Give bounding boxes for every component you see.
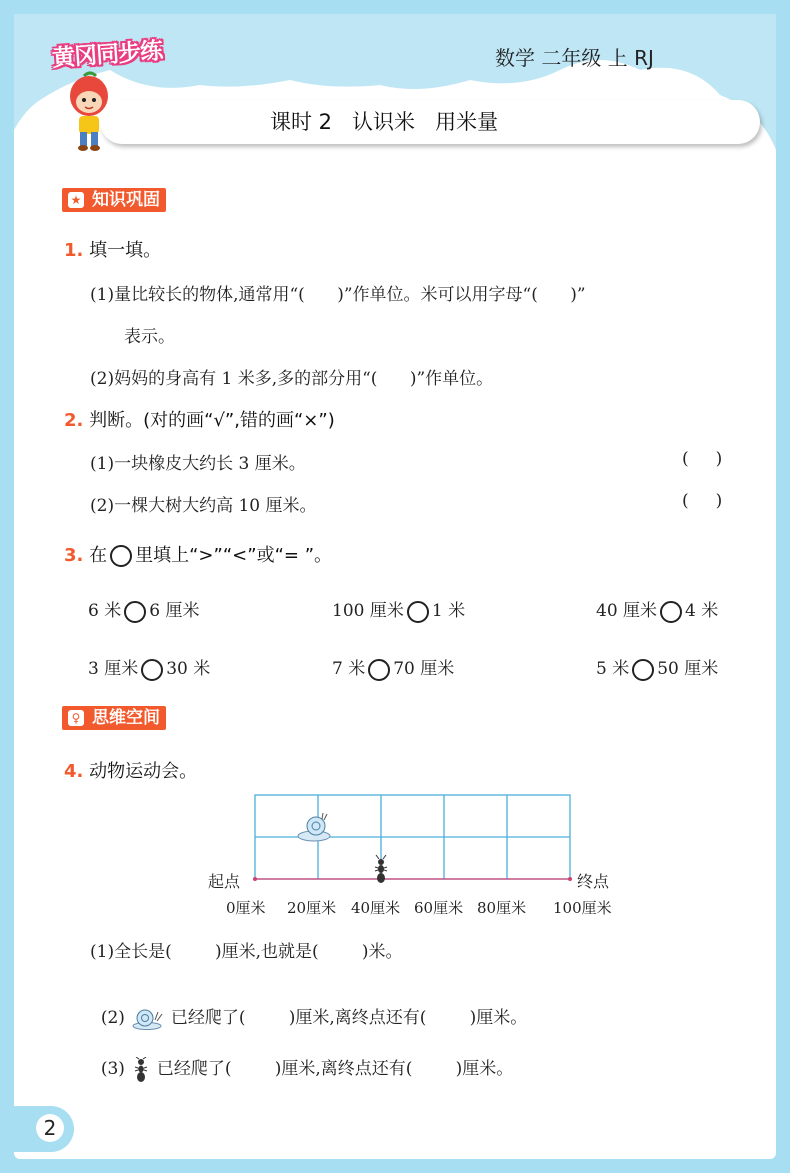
cmp-right: 6 厘米: [149, 601, 200, 621]
answer-circle[interactable]: [660, 601, 682, 623]
comparison-item: [332, 654, 454, 681]
comparison-item: [596, 654, 718, 681]
question-4-title: [64, 757, 197, 783]
q2-item-1: (1)一块橡皮大约长 3 厘米。: [90, 454, 306, 474]
snail-icon: [131, 1008, 165, 1030]
comparison-item: [332, 596, 465, 623]
question-number: 2.: [64, 410, 84, 431]
q2-item-2: (2)一棵大树大约高 10 厘米。: [90, 496, 317, 516]
answer-circle[interactable]: [124, 601, 146, 623]
question-text: 已经爬了( )厘米,离终点还有( )厘米。: [170, 1008, 528, 1028]
question-text: 里填上“>”“<”或“= ”。: [135, 545, 333, 566]
cmp-left: 40 厘米: [596, 601, 658, 621]
question-text: 动物运动会。: [89, 761, 198, 782]
series-logo: 黄冈同步练: [51, 38, 163, 72]
q4-line3: [90, 1034, 513, 1083]
comparison-item: [596, 596, 718, 623]
tick-label: 60厘米: [414, 899, 464, 917]
question-number: 1.: [64, 240, 84, 261]
snail-icon: [298, 813, 330, 841]
q1-line1: (1)量比较长的物体,通常用“( )”作单位。米可以用字母“( )”: [90, 285, 586, 305]
comparison-item: [88, 654, 210, 681]
cmp-right: 30 米: [166, 659, 211, 679]
q1-line1-cont: 表示。: [124, 327, 175, 347]
item-number: (2): [100, 1008, 125, 1028]
cmp-right: 1 米: [431, 601, 466, 621]
tick-label: 0厘米: [226, 899, 266, 917]
tick-label: 40厘米: [351, 899, 401, 917]
question-text: 填一填。: [89, 240, 162, 261]
tick-label: 20厘米: [287, 899, 337, 917]
lightbulb-icon: ♀: [68, 710, 84, 726]
cmp-left: 6 米: [88, 601, 122, 621]
cmp-right: 50 厘米: [657, 659, 719, 679]
answer-circle[interactable]: [368, 659, 390, 681]
lesson-title: 课时 2 认识米 用米量: [270, 110, 499, 134]
page-number: 2: [36, 1114, 64, 1142]
ant-icon: [131, 1057, 151, 1083]
q1-line2: (2)妈妈的身高有 1 米多,多的部分用“( )”作单位。: [90, 369, 494, 389]
end-label: 终点: [577, 872, 610, 891]
section-knowledge: [62, 188, 166, 212]
cmp-right: 70 厘米: [393, 659, 455, 679]
grade-info: 数学 二年级 上 RJ: [495, 46, 654, 70]
start-label: 起点: [208, 872, 241, 891]
cmp-left: 3 厘米: [88, 659, 139, 679]
question-1-title: [64, 236, 161, 262]
question-number: 3.: [64, 545, 84, 566]
star-icon: ★: [68, 192, 84, 208]
cmp-right: 4 米: [685, 601, 719, 621]
q4-line2: [90, 983, 527, 1030]
question-text: 已经爬了( )厘米,离终点还有( )厘米。: [156, 1059, 514, 1079]
question-text: 在: [89, 545, 108, 566]
item-number: (3): [100, 1059, 125, 1079]
answer-blank[interactable]: ( ): [682, 449, 723, 469]
answer-circle[interactable]: [141, 659, 163, 681]
section-label: 知识巩固: [92, 190, 160, 210]
answer-circle[interactable]: [632, 659, 654, 681]
q4-line1: (1)全长是( )厘米,也就是( )米。: [90, 942, 403, 962]
answer-blank[interactable]: ( ): [682, 491, 723, 511]
tick-label: 100厘米: [553, 899, 612, 917]
cmp-left: 5 米: [596, 659, 630, 679]
comparison-item: [88, 596, 199, 623]
question-text: 判断。(对的画“√”,错的画“×”): [89, 410, 335, 431]
question-2-title: [64, 406, 335, 432]
question-3-title: [64, 541, 332, 567]
circle-icon: [110, 545, 132, 567]
question-number: 4.: [64, 761, 84, 782]
section-label: 思维空间: [92, 708, 160, 728]
tick-label: 80厘米: [477, 899, 527, 917]
cmp-left: 7 米: [332, 659, 366, 679]
page-number-badge: [14, 1106, 74, 1152]
race-track-grid: [250, 792, 580, 888]
cmp-left: 100 厘米: [332, 601, 404, 621]
section-thinking: [62, 706, 166, 730]
answer-circle[interactable]: [407, 601, 429, 623]
